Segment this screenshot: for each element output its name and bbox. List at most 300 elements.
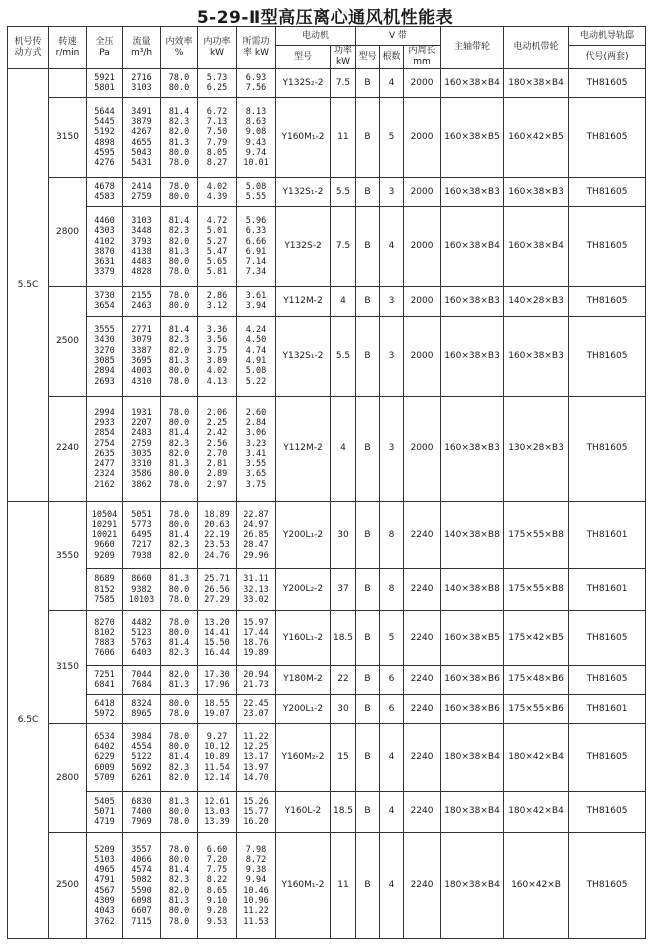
required-power-cell-value: 15.77 <box>243 806 269 817</box>
internal-power-cell-value: 2.97 <box>206 479 228 490</box>
header-flow <box>123 27 161 69</box>
pressure-cell <box>87 665 123 694</box>
main-pulley-cell: 160×38×B4 <box>441 207 504 287</box>
pressure-cell-value: 5405 <box>94 796 115 807</box>
flow-cell <box>123 502 161 569</box>
internal-power-cell <box>198 287 237 316</box>
motor-model-cell: Y112M-2 <box>276 396 331 502</box>
internal-power-cell-value: 2.70 <box>206 448 228 459</box>
efficiency-cell-value: 80.0 <box>168 584 190 595</box>
motor-pulley-cell: 175×55×B8 <box>504 569 569 611</box>
flow-cell <box>123 833 161 939</box>
required-power-cell-value: 15.26 <box>243 796 269 807</box>
rail-code-cell: TH81605 <box>569 724 646 791</box>
internal-power-cell <box>198 502 237 569</box>
pressure-cell-value: 9660 <box>94 540 115 551</box>
motor-model-cell: Y160L-2 <box>276 791 331 833</box>
required-power-cell-value: 11.22 <box>243 731 269 742</box>
pressure-cell-value: 6229 <box>94 752 115 763</box>
flow-cell-value: 4138 <box>131 246 152 257</box>
required-power-cell-value: 6.93 <box>245 72 267 83</box>
vbelt-count-cell: 8 <box>380 569 404 611</box>
efficiency-cell-value: 82.0 <box>168 550 190 561</box>
internal-power-cell-value: 6.60 <box>206 844 228 855</box>
flow-cell <box>123 178 161 207</box>
required-power-cell-value: 11.22 <box>243 906 269 917</box>
efficiency-cell-value: 80.0 <box>168 192 190 203</box>
motor-pulley-cell: 180×38×B4 <box>504 69 569 98</box>
vbelt-length-cell: 2000 <box>404 69 441 98</box>
flow-cell <box>123 791 161 833</box>
motor-pulley-cell: 160×38×B3 <box>504 316 569 396</box>
efficiency-cell <box>161 207 198 287</box>
efficiency-cell-value: 80.0 <box>168 806 190 817</box>
internal-power-cell-value: 10.89 <box>204 752 230 763</box>
flow-cell-value: 5590 <box>131 885 152 896</box>
efficiency-cell-value: 80.0 <box>168 147 190 158</box>
efficiency-cell-value: 82.3 <box>168 117 190 128</box>
rail-code-cell: TH81605 <box>569 791 646 833</box>
efficiency-cell-value: 78.0 <box>168 181 190 192</box>
internal-power-cell-value: 3.56 <box>206 335 228 346</box>
motor-model-cell: Y132S₂-2 <box>276 69 331 98</box>
efficiency-cell-value: 82.0 <box>168 236 190 247</box>
header-vbelt-length-line-2: mm <box>413 57 431 67</box>
machine-cell: 6.5C <box>8 502 49 939</box>
pressure-cell-value: 4102 <box>94 236 115 247</box>
flow-cell-value: 4310 <box>131 376 152 387</box>
motor-model-cell: Y160L₁-2 <box>276 611 331 666</box>
header-vbelt-count: 根数 <box>380 46 404 69</box>
header-internal-power-line-2: kW <box>209 47 225 58</box>
vbelt-type-cell: B <box>356 98 380 178</box>
internal-power-cell-value: 9.53 <box>206 916 228 927</box>
efficiency-cell-value: 82.0 <box>168 448 190 459</box>
pressure-cell-value: 10291 <box>91 519 118 530</box>
internal-power-cell-value: 3.12 <box>206 301 228 312</box>
rail-code-cell: TH81605 <box>569 396 646 502</box>
required-power-cell-value: 21.73 <box>243 679 269 690</box>
pressure-cell-value: 4791 <box>94 875 115 886</box>
motor-power-cell: 7.5 <box>331 207 356 287</box>
flow-cell-value: 2759 <box>131 438 152 449</box>
internal-power-cell-value: 18.89 <box>204 509 230 520</box>
internal-power-cell-value: 23.53 <box>204 540 230 551</box>
header-rail-group: 电动机导轨邸 <box>569 27 646 46</box>
efficiency-cell <box>161 287 198 316</box>
internal-power-cell-value: 4.02 <box>206 366 228 377</box>
motor-pulley-cell: 175×48×B6 <box>504 665 569 694</box>
internal-power-cell-value: 12.14 <box>204 772 230 783</box>
main-pulley-cell: 160×38×B6 <box>441 665 504 694</box>
flow-cell-value: 5431 <box>131 158 152 169</box>
pressure-cell-value: 3870 <box>94 246 115 257</box>
required-power-cell-value: 29.96 <box>243 550 269 561</box>
header-internal-power <box>198 27 237 69</box>
vbelt-length-cell: 2240 <box>404 502 441 569</box>
pressure-cell-value: 7606 <box>94 648 115 659</box>
flow-cell-value: 7044 <box>131 669 152 680</box>
pressure-cell-value: 7251 <box>94 669 115 680</box>
required-power-cell-value: 3.65 <box>245 469 267 480</box>
motor-pulley-cell: 180×42×B4 <box>504 791 569 833</box>
efficiency-cell-value: 80.0 <box>168 627 190 638</box>
pressure-cell-value: 5192 <box>94 127 115 138</box>
vbelt-count-cell: 3 <box>380 178 404 207</box>
required-power-cell <box>237 287 276 316</box>
pressure-cell <box>87 611 123 666</box>
internal-power-cell <box>198 178 237 207</box>
efficiency-cell-value: 78.0 <box>168 479 190 490</box>
pressure-cell <box>87 69 123 98</box>
header-machine-line-1: 机号传 <box>14 36 42 47</box>
vbelt-type-cell: B <box>356 207 380 287</box>
table-row <box>8 611 646 666</box>
speed-cell: 2500 <box>49 833 87 939</box>
speed-cell: 3150 <box>49 98 87 178</box>
motor-pulley-cell: 130×28×B3 <box>504 396 569 502</box>
internal-power-cell <box>198 98 237 178</box>
main-pulley-cell: 160×38×B5 <box>441 611 504 666</box>
internal-power-cell-value: 18.55 <box>204 698 230 709</box>
internal-power-cell-value: 10.12 <box>204 741 230 752</box>
pressure-cell-value: 10021 <box>91 530 118 541</box>
internal-power-cell <box>198 724 237 791</box>
pressure-cell-value: 4303 <box>94 226 115 237</box>
flow-cell-value: 4483 <box>131 257 152 268</box>
internal-power-cell-value: 26.56 <box>204 584 230 595</box>
flow-cell <box>123 569 161 611</box>
pressure-cell-value: 4595 <box>94 147 115 158</box>
header-vbelt-length <box>404 46 441 69</box>
header-efficiency-line-1: 内效率 <box>165 36 193 47</box>
internal-power-cell-value: 8.27 <box>206 158 228 169</box>
required-power-cell-value: 6.33 <box>245 226 267 237</box>
header-motor-power-line-2: kW <box>335 57 351 67</box>
header-row-1 <box>8 27 646 46</box>
efficiency-cell-value: 81.4 <box>168 638 190 649</box>
vbelt-count-cell: 3 <box>380 316 404 396</box>
efficiency-cell-value: 80.0 <box>168 741 190 752</box>
pressure-cell-value: 4965 <box>94 865 115 876</box>
vbelt-type-cell: B <box>356 502 380 569</box>
internal-power-cell-value: 5.01 <box>206 226 228 237</box>
rail-code-cell: TH81601 <box>569 695 646 724</box>
motor-power-cell: 22 <box>331 665 356 694</box>
efficiency-cell-value: 82.0 <box>168 127 190 138</box>
flow-cell-value: 7217 <box>131 540 152 551</box>
flow-cell-value: 4655 <box>131 137 152 148</box>
internal-power-cell-value: 13.39 <box>204 817 230 828</box>
required-power-cell-value: 4.24 <box>245 325 267 336</box>
internal-power-cell-value: 2.89 <box>206 469 228 480</box>
required-power-cell-value: 5.08 <box>245 366 267 377</box>
rail-code-cell: TH81605 <box>569 316 646 396</box>
vbelt-length-cell: 2240 <box>404 724 441 791</box>
pressure-cell-value: 8270 <box>94 617 115 628</box>
efficiency-cell <box>161 178 198 207</box>
main-pulley-cell: 180×38×B4 <box>441 791 504 833</box>
pressure-cell-value: 3762 <box>94 916 115 927</box>
flow-cell-value: 3793 <box>131 236 152 247</box>
performance-table <box>7 26 646 939</box>
main-pulley-cell: 160×38×B4 <box>441 69 504 98</box>
required-power-cell-value: 20.94 <box>243 669 269 680</box>
header-required-power-line-2: 率 kW <box>243 47 269 58</box>
vbelt-length-cell: 2240 <box>404 833 441 939</box>
pressure-cell-value: 5071 <box>94 806 115 817</box>
flow-cell-value: 4574 <box>131 865 152 876</box>
required-power-cell <box>237 207 276 287</box>
efficiency-cell-value: 81.4 <box>168 530 190 541</box>
required-power-cell-value: 12.25 <box>243 741 269 752</box>
required-power-cell <box>237 833 276 939</box>
pressure-cell <box>87 207 123 287</box>
flow-cell-value: 5692 <box>131 762 152 773</box>
table-row <box>8 69 646 98</box>
flow-cell-value: 10103 <box>128 595 155 606</box>
required-power-cell-value: 18.76 <box>243 638 269 649</box>
internal-power-cell-value: 9.27 <box>206 731 228 742</box>
required-power-cell-value: 2.84 <box>245 417 267 428</box>
internal-power-cell-value: 2.06 <box>206 407 228 418</box>
required-power-cell-value: 3.61 <box>245 291 267 302</box>
flow-cell-value: 7938 <box>131 550 152 561</box>
motor-model-cell: Y132S₁-2 <box>276 316 331 396</box>
required-power-cell <box>237 569 276 611</box>
internal-power-cell-value: 2.86 <box>206 291 228 302</box>
pressure-cell <box>87 287 123 316</box>
flow-cell-value: 3586 <box>131 469 152 480</box>
required-power-cell-value: 32.13 <box>243 584 269 595</box>
main-pulley-cell: 180×38×B4 <box>441 833 504 939</box>
table-row <box>8 833 646 939</box>
header-flow-line-1: 流量 <box>132 36 151 47</box>
efficiency-cell-value: 81.3 <box>168 679 190 690</box>
motor-power-cell: 18.5 <box>331 791 356 833</box>
table-row <box>8 178 646 207</box>
flow-cell-value: 2771 <box>131 325 152 336</box>
flow-cell-value: 2414 <box>131 181 152 192</box>
efficiency-cell-value: 81.3 <box>168 459 190 470</box>
internal-power-cell-value: 5.73 <box>206 72 228 83</box>
pressure-cell-value: 4043 <box>94 906 115 917</box>
main-pulley-cell: 180×38×B4 <box>441 724 504 791</box>
header-required-power-line-1: 所需功 <box>242 36 270 47</box>
flow-cell-value: 4554 <box>131 741 152 752</box>
vbelt-count-cell: 3 <box>380 287 404 316</box>
motor-power-cell: 11 <box>331 98 356 178</box>
flow-cell-value: 5082 <box>131 875 152 886</box>
pressure-cell-value: 5103 <box>94 854 115 865</box>
required-power-cell-value: 7.14 <box>245 257 267 268</box>
vbelt-length-cell: 2000 <box>404 178 441 207</box>
flow-cell-value: 5123 <box>131 627 152 638</box>
speed-cell: 2500 <box>49 287 87 396</box>
main-pulley-cell: 160×38×B3 <box>441 316 504 396</box>
efficiency-cell-value: 82.3 <box>168 540 190 551</box>
table-row <box>8 287 646 316</box>
efficiency-cell-value: 81.4 <box>168 215 190 226</box>
required-power-cell <box>237 98 276 178</box>
internal-power-cell-value: 25.71 <box>204 574 230 585</box>
required-power-cell-value: 4.50 <box>245 335 267 346</box>
pressure-cell <box>87 833 123 939</box>
efficiency-cell-value: 80.0 <box>168 257 190 268</box>
required-power-cell-value: 5.55 <box>245 192 267 203</box>
flow-cell-value: 3984 <box>131 731 152 742</box>
header-pressure <box>87 27 123 69</box>
vbelt-type-cell: B <box>356 69 380 98</box>
required-power-cell-value: 2.60 <box>245 407 267 418</box>
flow-cell-value: 4267 <box>131 127 152 138</box>
vbelt-length-cell: 2240 <box>404 611 441 666</box>
motor-power-cell: 30 <box>331 502 356 569</box>
pressure-cell-value: 3085 <box>94 356 115 367</box>
pressure-cell <box>87 98 123 178</box>
efficiency-cell-value: 81.4 <box>168 325 190 336</box>
table-row <box>8 396 646 502</box>
required-power-cell-value: 9.94 <box>245 875 267 886</box>
pressure-cell-value: 2933 <box>94 417 115 428</box>
pressure-cell <box>87 396 123 502</box>
header-rail-code: 代号(两套) <box>569 46 646 69</box>
table-row <box>8 98 646 178</box>
efficiency-cell <box>161 502 198 569</box>
efficiency-cell-value: 78.0 <box>168 916 190 927</box>
motor-pulley-cell: 160×38×B3 <box>504 178 569 207</box>
header-vbelt-length-line-1: 内周长 <box>408 46 436 56</box>
required-power-cell-value: 3.06 <box>245 428 267 439</box>
table-row <box>8 695 646 724</box>
vbelt-type-cell: B <box>356 665 380 694</box>
flow-cell <box>123 611 161 666</box>
internal-power-cell-value: 8.05 <box>206 147 228 158</box>
pressure-cell-value: 4309 <box>94 895 115 906</box>
main-pulley-cell: 140×38×B8 <box>441 502 504 569</box>
speed-cell: 2800 <box>49 178 87 287</box>
table-row <box>8 665 646 694</box>
vbelt-type-cell: B <box>356 724 380 791</box>
motor-power-cell: 11 <box>331 833 356 939</box>
internal-power-cell-value: 7.13 <box>206 117 228 128</box>
efficiency-cell-value: 81.3 <box>168 356 190 367</box>
flow-cell <box>123 695 161 724</box>
pressure-cell-value: 4567 <box>94 885 115 896</box>
pressure-cell-value: 6534 <box>94 731 115 742</box>
motor-pulley-cell: 175×55×B8 <box>504 502 569 569</box>
pressure-cell-value: 5445 <box>94 117 115 128</box>
pressure-cell-value: 3270 <box>94 345 115 356</box>
internal-power-cell-value: 7.50 <box>206 127 228 138</box>
vbelt-type-cell: B <box>356 611 380 666</box>
flow-cell-value: 6261 <box>131 772 152 783</box>
flow-cell-value: 3862 <box>131 479 152 490</box>
internal-power-cell <box>198 69 237 98</box>
motor-power-cell: 7.5 <box>331 69 356 98</box>
efficiency-cell-value: 81.3 <box>168 574 190 585</box>
pressure-cell-value: 5644 <box>94 106 115 117</box>
flow-cell <box>123 69 161 98</box>
flow-cell-value: 7969 <box>131 817 152 828</box>
rail-code-cell: TH81605 <box>569 833 646 939</box>
speed-cell: 3150 <box>49 611 87 724</box>
efficiency-cell-value: 78.0 <box>168 617 190 628</box>
internal-power-cell-value: 3.75 <box>206 345 228 356</box>
flow-cell-value: 3387 <box>131 345 152 356</box>
efficiency-cell <box>161 98 198 178</box>
flow-cell-value: 9382 <box>131 584 152 595</box>
vbelt-length-cell: 2240 <box>404 695 441 724</box>
required-power-cell-value: 23.07 <box>243 709 269 720</box>
vbelt-type-cell: B <box>356 316 380 396</box>
required-power-cell <box>237 724 276 791</box>
pressure-cell-value: 3654 <box>94 301 115 312</box>
required-power-cell-value: 8.13 <box>245 106 267 117</box>
required-power-cell-value: 9.08 <box>245 127 267 138</box>
efficiency-cell-value: 82.0 <box>168 885 190 896</box>
flow-cell-value: 2483 <box>131 428 152 439</box>
required-power-cell <box>237 69 276 98</box>
internal-power-cell-value: 16.44 <box>204 648 230 659</box>
vbelt-type-cell: B <box>356 569 380 611</box>
internal-power-cell-value: 7.75 <box>206 865 228 876</box>
flow-cell-value: 4828 <box>131 267 152 278</box>
vbelt-type-cell: B <box>356 833 380 939</box>
speed-cell <box>49 69 87 98</box>
flow-cell-value: 5122 <box>131 752 152 763</box>
internal-power-cell <box>198 611 237 666</box>
internal-power-cell-value: 20.63 <box>204 519 230 530</box>
efficiency-cell-value: 80.0 <box>168 519 190 530</box>
main-pulley-cell: 160×38×B5 <box>441 98 504 178</box>
rail-code-cell: TH81605 <box>569 98 646 178</box>
efficiency-cell <box>161 695 198 724</box>
pressure-cell-value: 8102 <box>94 627 115 638</box>
efficiency-cell-value: 80.0 <box>168 83 190 94</box>
header-pressure-line-2: Pa <box>99 47 110 58</box>
header-internal-power-line-1: 内功率 <box>203 36 231 47</box>
required-power-cell-value: 4.91 <box>245 356 267 367</box>
flow-cell-value: 5773 <box>131 519 152 530</box>
internal-power-cell <box>198 791 237 833</box>
required-power-cell <box>237 665 276 694</box>
internal-power-cell-value: 27.29 <box>204 595 230 606</box>
header-required-power <box>237 27 276 69</box>
main-pulley-cell: 160×38×B3 <box>441 178 504 207</box>
pressure-cell-value: 6402 <box>94 741 115 752</box>
flow-cell-value: 7400 <box>131 806 152 817</box>
motor-power-cell: 4 <box>331 287 356 316</box>
internal-power-cell-value: 5.27 <box>206 236 228 247</box>
efficiency-cell-value: 78.0 <box>168 817 190 828</box>
efficiency-cell-value: 80.0 <box>168 301 190 312</box>
motor-power-cell: 5.5 <box>331 316 356 396</box>
motor-model-cell: Y132S-2 <box>276 207 331 287</box>
required-power-cell-value: 11.53 <box>243 916 269 927</box>
pressure-cell <box>87 724 123 791</box>
table-row <box>8 207 646 287</box>
internal-power-cell-value: 6.72 <box>206 106 228 117</box>
efficiency-cell <box>161 833 198 939</box>
flow-cell-value: 2155 <box>131 291 152 302</box>
required-power-cell-value: 26.85 <box>243 530 269 541</box>
pressure-cell-value: 9209 <box>94 550 115 561</box>
vbelt-type-cell: B <box>356 178 380 207</box>
vbelt-count-cell: 6 <box>380 695 404 724</box>
vbelt-length-cell: 2000 <box>404 287 441 316</box>
required-power-cell-value: 31.11 <box>243 574 269 585</box>
